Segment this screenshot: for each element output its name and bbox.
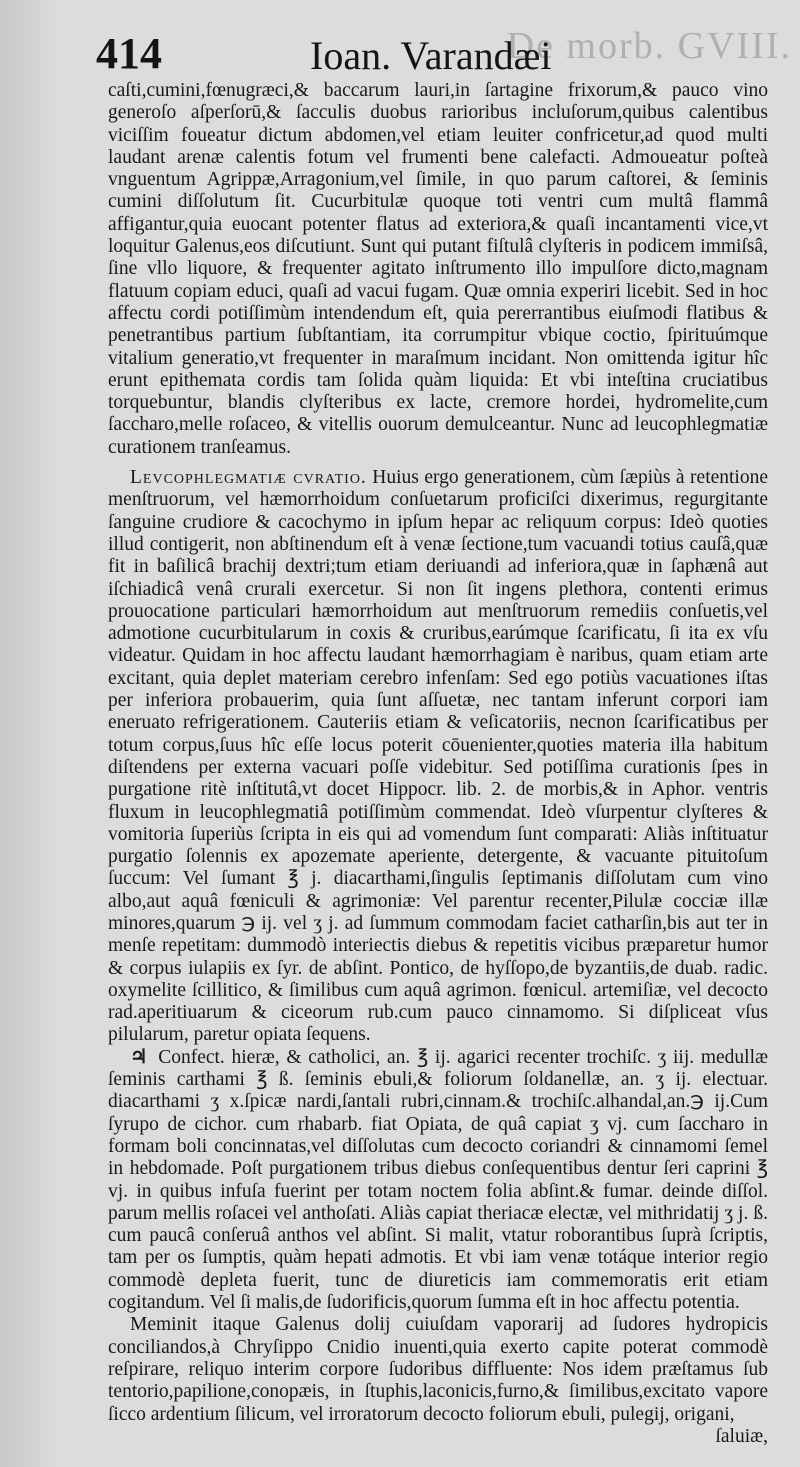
page-body xyxy=(108,80,768,1448)
recipe-symbol: ♃ xyxy=(130,1046,148,1068)
paragraph-text: Confect. hieræ, & catholici, an. ℥ ij. agarici recenter trochiſc. ʒ iij. medullæ ſeminis carthami ℥ ß. ſeminis ebuli,& foliorum ſoldanellæ, an. ʒ ij. electuar. diacarthami ʒ x.ſpicæ nardi,ſantali rubri,cinnam.& trochiſc.alhandal,an.℈ ij.Cum ſyrupo de cichor. cum rhabarb. fiat Opiata, de quâ capiat ʒ vj. cum ſaccharo in formam boli concinnatas,vel diſſolutas cum decocto coriandri & cinnamomi ſemel in hebdomade. Poſt purgationem tribus diebus conſequentibus dentur ſeri caprini ℥ vj. in quibus infuſa fuerint per totam noctem folia abſint.& fumar. deinde diſſol. parum mellis roſacei vel anthoſati. Aliàs capiat theriacæ electæ, vel mithridatij ʒ j. ß. cum paucâ conſeruâ anthos vel abſint. Si malit, vtatur roborantibus ſuprà ſcriptis, tam per os ſumptis, quàm hepati admotis. Et vbi iam venæ totáque interior regio commodè depleta fuerit, tunc de diureticis iam commemoratis erit etiam cogitandum. Vel ſi malis,de ſudorificis,quorum ſumma eſt in hoc affectu potentia. xyxy=(108,1046,768,1314)
page-gutter-shadow xyxy=(0,0,60,1467)
running-head: Ioan. Varandæi xyxy=(310,33,552,78)
paragraph: caſti,cumini,fœnugræci,& baccarum lauri,in ſartagine frixorum,& pauco vino generoſo aſperſorū,& ſacculis duobus rarioribus incluſorum,quibus calentibus viciſſim foueatur dictum abdomen,vel etiam leuiter confricetur,ad quod multi laudant arenæ calentis fotum vel frumenti bene calefacti. Admoueatur poſteà vnguentum Agrippæ,Arragonium,vel ſimile, in quo parum caſtorei, & ſeminis cumini diſſolutum ſit. Cucurbitulæ quoque toti ventri cum multâ flammâ affigantur,quia euocant potenter flatus ad exteriora,& quaſi incantamenti vice,vt loquitur Galenus,eos diſcutiunt. Sunt qui putant fiſtulâ clyſteris in podicem immiſsâ, ſine vllo liquore, & frequenter agitato inſtrumento illo impulſore dicto,magnam flatuum copiam educi, quaſi ad vacui fugam. Quæ omnia experiri licebit. Sed in hoc affectu cordi potiſſimùm intendendum eſt, quia pererrantibus eiuſmodi flatibus & penetrantibus partium ſubſtantiam, ita corrumpitur vbique coctio, ſpirituúmque vitalium generatio,vt frequenter in maraſmum incidant. Non omittenda igitur hîc erunt epithemata cordis tam ſolida quàm liquida: Et vbi inteſtina cruciatibus torquebuntur, blandis clyſteribus ex lacte, cremore hordei, hydromelite,cum ſaccharo,melle roſaceo, & vitellis ouorum demulceantur. Nunc ad leucophlegmatiæ curationem tranſeamus. xyxy=(108,80,768,458)
paragraph xyxy=(108,467,768,1047)
bleed-through-text: De morb. GVIII. xyxy=(506,25,792,67)
paragraph: Meminit itaque Galenus dolij cuiuſdam vaporarij ad ſudores hydropicis conciliandos,à Chryſippo Cnidio inuenti,quia exerto capite poterat commodè reſpirare, reliquo interim corpore ſudoribus diffluente: Nos idem præſtamus ſub tentorio,papilione,conopæis, in ſtuphis,laconicis,furno,& ſimilibus,excitato vapore ſicco ardentium ſilicum, vel irroratorum decocto foliorum ebuli, pulegij, origani, xyxy=(108,1314,768,1425)
catchword: ſaluiæ, xyxy=(715,1425,768,1447)
paragraph-text: Huius ergo generationem, cùm ſæpiùs à retentione menſtruorum, vel hæmorrhoidum conſuetarum proficiſci dixerimus, regurgitante ſanguine crudiore & cacochymo in ipſum hepar ac reliquum corpus: Ideò quoties illud contigerit, non abſtinendum eſt à venæ ſectione,tum vacuandi totius cauſâ,quæ fit in baſilicâ brachij dextri;tum etiam deriuandi ad inferiora,quæ in ſaphænâ aut iſchiadicâ venâ crurali exercetur. Si non ſit ingens plethora, contenti erimus prouocatione particulari hæmorrhoidum aut menſtruorum remediis conſuetis,vel admotione cucurbitularum in coxis & cruribus,earúmque ſcarificatu, ſi ita ex vſu videatur. Quidam in hoc affectu laudant hæmorrhagiam è naribus, quam etiam arte excitant, quia deplet materiam cerebro infenſam: Sed ego potiùs vacuationes iſtas per inferiora probauerim, quia ſunt aſſuetæ, nec tantam inferunt corpori iam eneruato refrigerationem. Cauteriis etiam & veſicatoriis, necnon ſcarificatibus per totum corpus,ſuus hîc eſſe locus poterit cōuenienter,quoties materia illa habitum diſtendens per externa vacuari poſſe videbitur. Sed potiſſima curationis ſpes in purgatione ritè inſtitutâ,vt docet Hippocr. lib. 2. de morbis,& in Aphor. ventris fluxum in leucophlegmatiâ potiſſimùm commendat. Ideò vſurpentur clyſteres & vomitoria ſuperiùs ſcripta in eis qui ad vomendum ſunt comparati: Aliàs inſtituatur purgatio ſolennis ex apozemate aperiente, detergente, & vacuante pituitoſum ſuccum: Vel ſumant ℥ j. diacarthami,ſingulis ſeptimanis diſſolutam cum vino albo,aut aquâ fœniculi & agrimoniæ: Vel parentur recenter,Pilulæ cocciæ illæ minores,quarum ℈ ij. vel ʒ j. ad ſummum commodam faciet catharſin,bis aut ter in menſe repetitam: dummodò interiectis diebus & repetitis vicibus præparetur humor & corpus iulapiis ex ſyr. de abſint. Pontico, de hyſſopo,de byzantiis,de duab. radic. oxymelite ſcillitico, & ſimilibus cum aquâ agrimon. fœnicul. artemiſiæ, vel decocto rad.aperitiuarum & ciceorum rub.cum pauco cinnamomo. Si diſpliceat vſus pilularum, paretur opiata ſequens. xyxy=(108,467,769,1046)
page-header xyxy=(96,28,776,76)
section-heading: Levcophlegmatiæ cvratio. xyxy=(130,467,367,489)
paragraph xyxy=(108,1047,768,1315)
page-number: 414 xyxy=(96,29,162,78)
